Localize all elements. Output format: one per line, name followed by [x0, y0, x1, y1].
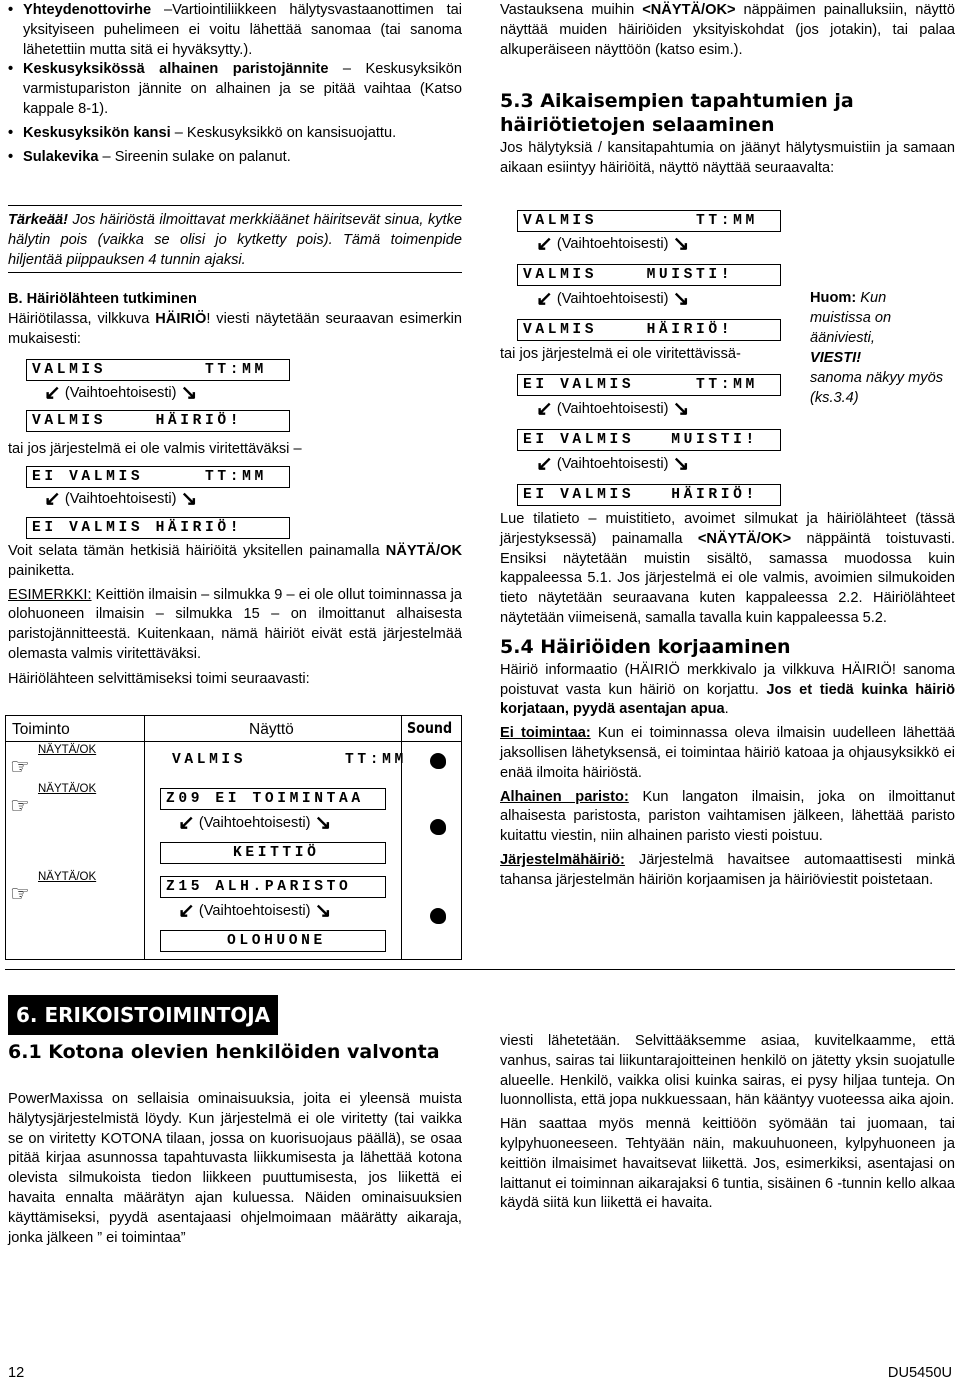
section-6-left-text: PowerMaxissa on sellaisia ominaisuuksia, joita ei yleensä muista hälytysjärjestelmistä löydy. Kun järjestelmä ei ole viritetty (tai vaikka se on viritetty KOTONA tilaan, jossa on kuorisuojaus päällä), se osaa pitää kirjaa asunnossa tapahtuvasta liikkumisesta ja lähettää kotona olevista silmukoista tiedon liikkeen puuttumisesta, jos liikettä ei havaita ennalta määrätyn ajan kuluessa. Näiden ominaisuuksien käyttämiseksi, pyydä asentajaasi ohjelmoimaan määrätty aikaraja, jonka jälkeen ” ei toimintaa”	[8, 1091, 462, 1246]
alt-row: ↙ (Vaihtoehtoisesti) ↘	[536, 453, 690, 476]
pointing-hand-icon: ☞	[10, 754, 30, 779]
alt-row: ↙ (Vaihtoehtoisesti) ↘	[178, 812, 332, 835]
status-read-text: Lue tilatieto – muistitieto, avoimet silmukat ja häiriölähteet (tässä järjestyksessä) painamalla <NÄYTÄ/OK> näppäintä toistuvasti. Ensiksi näytetään muistin sisältö, samassa muodossa kuin kappaleessa 5.1. Jos järjestelmä ei ole valmis, avoimien silmukoiden tieto näytetään seuraavana kuten kappaleessa 2.2. Häiriölähteet näytetään viimeisenä, samalla tavalla kuin kappaleessa 5.2.	[500, 511, 955, 626]
lcd-display: OLOHUONE	[160, 930, 386, 952]
list-item: • Keskusyksikön kansi – Keskusyksikkö on kansisuojattu.	[8, 124, 462, 144]
right-intro: Vastauksena muihin <NÄYTÄ/OK> näppäimen painalluksiin, näyttö näyttää muiden häiriöiden yksityiskohdat (jos jotakin), tai palaa alkuperäiseen näyttöön (katso esim.).	[500, 2, 955, 58]
lcd-display: EI VALMIS TT:MM	[26, 466, 290, 488]
not-ready-line: tai jos järjestelmä ei ole viritettävissä-	[500, 346, 741, 362]
right-arrow-icon: ↘	[672, 453, 690, 476]
lcd-display: EI VALMIS TT:MM	[517, 374, 781, 396]
browse-text: Voit selata tämän hetkisiä häiriöitä yksitellen painamalla NÄYTÄ/OK painiketta.	[8, 543, 462, 579]
no-activity-text: Ei toimintaa: Kun ei toiminnassa oleva ilmaisin uudelleen lähettää jaksollisen lähetyksensä, ei toimintaa häiriö katoaa ja ohjausyksikkö ei enää ilmoita häiriöstä.	[500, 725, 955, 781]
left-arrow-icon: ↙	[536, 453, 553, 476]
lcd-display: EI VALMIS MUISTI!	[517, 429, 781, 451]
list-item: • Keskusyksikössä alhainen paristojännite – Keskusyksikön varmistupariston jännite on alhainen ja se pitää vaihtaa (Katso kappale 8-1).	[8, 60, 462, 119]
lcd-display: Z09 EI TOIMINTAA	[160, 788, 386, 810]
section-b-text	[8, 542, 462, 690]
header-action: Toiminto	[12, 721, 70, 738]
right-arrow-icon: ↘	[180, 488, 198, 511]
alt-row: ↙ (Vaihtoehtoisesti) ↘	[536, 288, 690, 311]
example-text: ESIMERKKI: Keittiön ilmaisin – silmukka 9 – ei ole ollut toiminnassa ja olohuoneen ilmaisin – silmukka 15 – on ilmoittanut alhaisesta paristojännitteestä. Kuitenkaan, nämä häiriöt eivät estä järjestelmää olemasta valmis viritettäväksi.	[8, 586, 462, 662]
lcd-display: VALMIS TT:MM	[172, 752, 407, 768]
pointing-hand-icon: ☞	[10, 793, 30, 818]
left-arrow-icon: ↙	[536, 288, 553, 311]
left-arrow-icon: ↙	[178, 812, 195, 835]
speaker-icon	[430, 753, 446, 776]
right-body	[500, 510, 955, 891]
lcd-display: VALMIS HÄIRIÖ!	[26, 410, 290, 432]
speaker-icon	[430, 908, 446, 931]
memory-note: Huom: Kun muistissa on ääniviesti, VIESTI! sanoma näkyy myös (ks.3.4)	[810, 290, 944, 406]
left-arrow-icon: ↙	[44, 488, 61, 511]
page-number: 12	[8, 1365, 25, 1381]
alt-row: ↙ (Vaihtoehtoisesti) ↘	[44, 382, 198, 405]
section-6-right	[500, 1032, 955, 1214]
right-arrow-icon: ↘	[672, 288, 690, 311]
important-box: Tärkeää! Jos häiriöstä ilmoittavat merkkiäänet häiritsevät sinua, kytke hälytin pois (vaikka se olisi jo kytketty pois). Tämä toimenpide hiljentää piippauksen 4 tunnin ajaksi.	[8, 205, 462, 273]
alt-row: ↙ (Vaihtoehtoisesti) ↘	[536, 398, 690, 421]
section-b-intro: Häiriötilassa, vilkkuva HÄIRIÖ! viesti näytetään seuraavan esimerkin mukaisesti:	[8, 310, 462, 347]
key-label: NÄYTÄ/OK	[38, 744, 97, 756]
heading-5-3: 5.3 Aikaisempien tapahtumien ja häiriötietojen selaaminen	[500, 90, 854, 136]
left-arrow-icon: ↙	[536, 233, 553, 256]
section-6-right-p2: Hän saattaa myös mennä keittiöön syömään tai juomaan, tai kylpyhuoneeseen. Tehtyään näin, makuuhuoneen, kylpyhuoneen ja keittiön ilmaisimet havaitsevat liikettä. Jos, esimerkiksi, asentajasi on laittanut ei toiminnan aikarajaksi 6 tuntia, sisäinen 6 -tunnin kello alkaa käydä siitä kun liikettä ei havaita.	[500, 1116, 955, 1212]
low-battery-text: Alhainen paristo: Kun langaton ilmaisin, joka on ilmoittanut alhaisesta paristosta, pariston vaihtamisen jälkeen, lähettää paristo kuitattu viestin, niin alhainen paristo viesti poistuu.	[500, 788, 955, 845]
key-label: NÄYTÄ/OK	[38, 783, 97, 795]
list-item: • Sulakevika – Sireenin sulake on palanut.	[8, 148, 462, 168]
pointing-hand-icon: ☞	[10, 881, 30, 906]
fix-intro: Häiriö informaatio (HÄIRIÖ merkkivalo ja vilkkuva HÄIRIÖ! sanoma poistuvat vasta kun häiriö on korjattu. Jos et tiedä kuinka häiriö korjataan, pyydä asentajan apua.	[500, 661, 955, 718]
chapter-title: 6. ERIKOISTOIMINTOJA	[8, 995, 278, 1035]
section-6-right-p1: viesti lähetetään. Selvittääksemme asiaa, kuvitelkaamme, että vanhus, sairas tai liikuntarajoitteinen henkilö on jätetty yksin suojatulle alueelle. Henkilö, vaikka olisi kuinka sairas, ei pysy hiljaa tunteja. On luonnollista, että jopa nukkuessaan, hän kääntyy vuoteessa aika ajoin.	[500, 1033, 955, 1109]
lcd-display: VALMIS TT:MM	[517, 210, 781, 232]
left-arrow-icon: ↙	[536, 398, 553, 421]
lcd-display: KEITTIÖ	[160, 842, 386, 864]
alt-row: ↙ (Vaihtoehtoisesti) ↘	[44, 488, 198, 511]
list-item: • Yhteydenottovirhe –Vartiointiliikkeen hälytysvastaanottimen tai yksityiseen puhelimeen ei voitu lähettää sanomaa (tai sanoma lähetettiin mutta sitä ei hyväksytty.).	[8, 1, 462, 60]
heading-6-1: 6.1 Kotona olevien henkilöiden valvonta	[8, 1041, 440, 1063]
section-b	[8, 290, 462, 349]
system-trouble-text: Järjestelmähäiriö: Järjestelmä havaitsee automaattisesti minkä tahansa järjestelmän häiriön korjaamisen ja häiriöviestit poistetaan.	[500, 851, 955, 888]
right-arrow-icon: ↘	[314, 900, 332, 923]
heading-5-4: 5.4 Häiriöiden korjaaminen	[500, 635, 791, 658]
left-arrow-icon: ↙	[178, 900, 195, 923]
speaker-icon	[430, 819, 446, 842]
right-arrow-icon: ↘	[180, 382, 198, 405]
alt-row: ↙ (Vaihtoehtoisesti) ↘	[536, 233, 690, 256]
procedure-table	[5, 715, 462, 960]
right-p2: Jos hälytyksiä / kansitapahtumia on jäänyt hälytysmuistiin ja samaan aikaan esiintyy häiriöitä, näyttö näyttää seuraavalta:	[500, 140, 955, 176]
document-code: DU5450U	[887, 1365, 952, 1381]
alt-row: ↙ (Vaihtoehtoisesti) ↘	[178, 900, 332, 923]
lcd-display: EI VALMIS HÄIRIÖ!	[26, 517, 290, 539]
left-arrow-icon: ↙	[44, 382, 61, 405]
right-arrow-icon: ↘	[672, 233, 690, 256]
section-b-title: B. Häiriölähteen tutkiminen	[8, 291, 197, 307]
table-header	[6, 716, 461, 742]
not-ready-line: tai jos järjestelmä ei ole valmis viritettäväksi –	[8, 441, 302, 457]
right-arrow-icon: ↘	[314, 812, 332, 835]
header-display: Näyttö	[249, 721, 294, 738]
lcd-display: EI VALMIS HÄIRIÖ!	[517, 484, 781, 506]
lcd-display: VALMIS TT:MM	[26, 359, 290, 381]
howto-text: Häiriölähteen selvittämiseksi toimi seuraavasti:	[8, 670, 310, 687]
lcd-display: VALMIS MUISTI!	[517, 264, 781, 286]
lcd-display: Z15 ALH.PARISTO	[160, 876, 386, 898]
section-divider	[5, 969, 955, 970]
right-arrow-icon: ↘	[672, 398, 690, 421]
lcd-display: VALMIS HÄIRIÖ!	[517, 319, 781, 341]
key-label: NÄYTÄ/OK	[38, 871, 97, 883]
trouble-list	[8, 1, 462, 167]
header-sound: Sound	[407, 719, 453, 737]
